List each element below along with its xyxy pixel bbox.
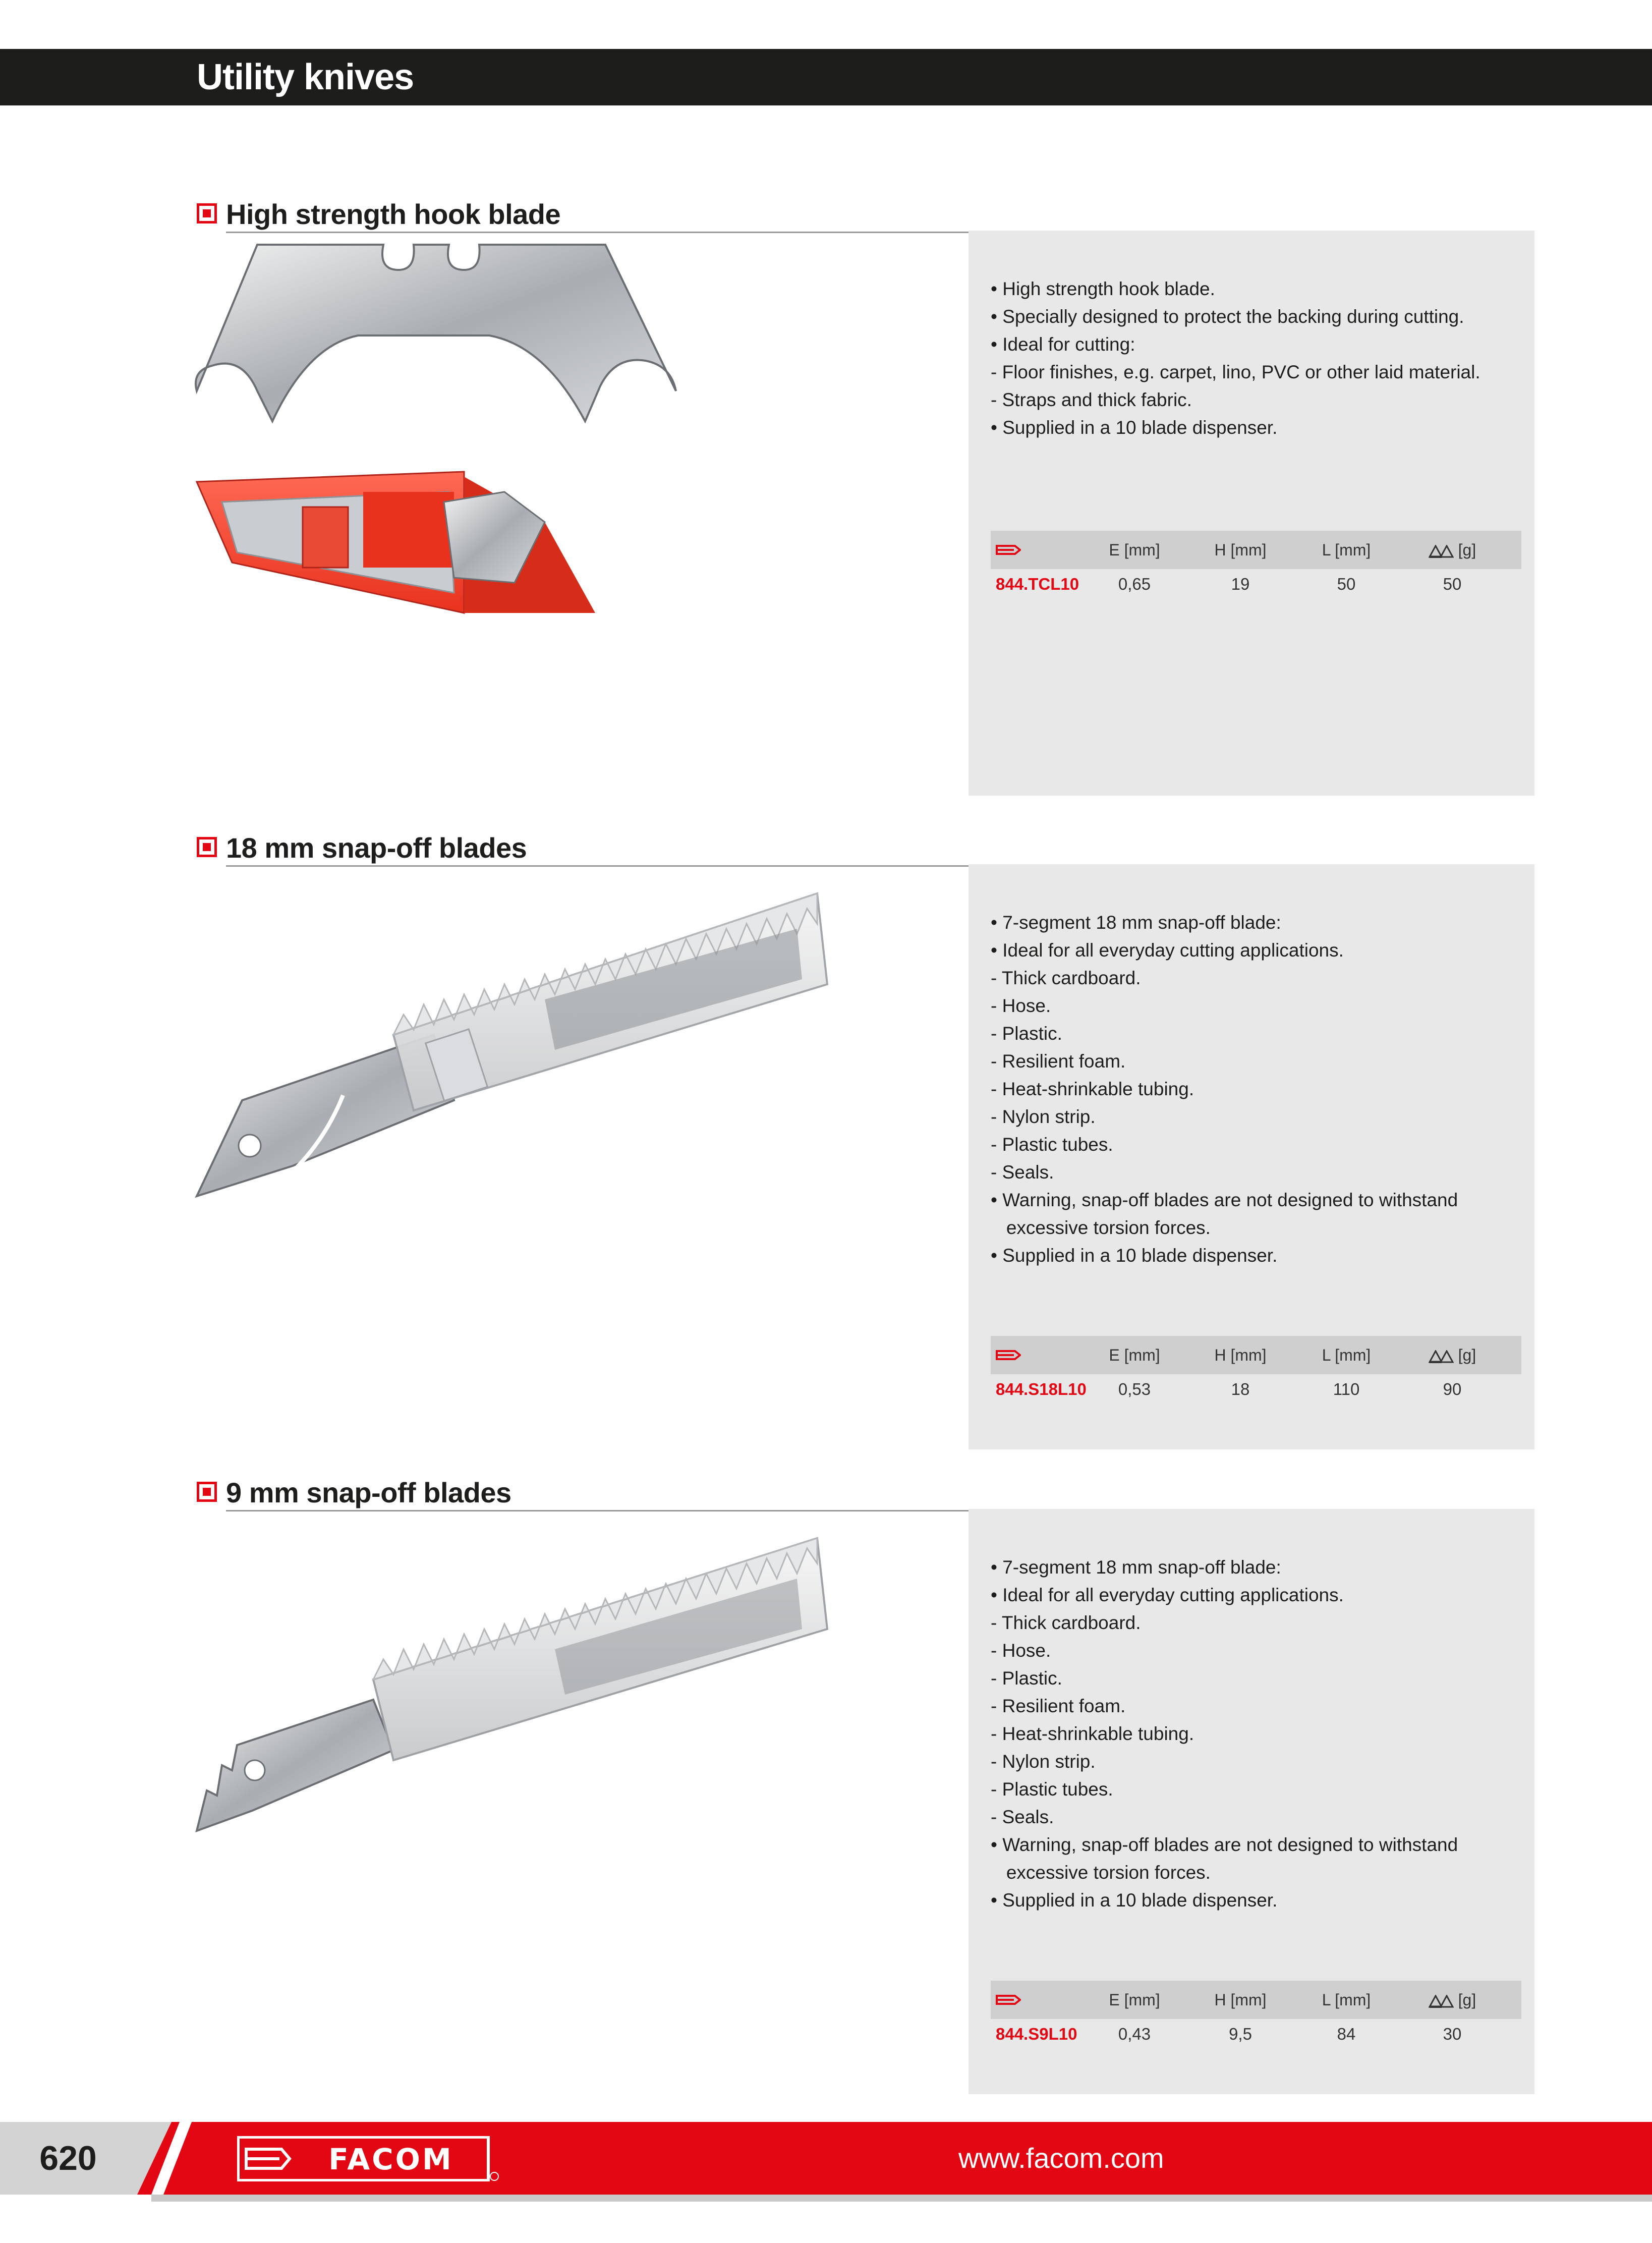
reference-arrow-icon [996,1349,1021,1361]
spec-col-weight [1409,531,1495,569]
spec-table [991,1981,1521,2049]
section-title: High strength hook blade [226,198,561,230]
spec-reference: 844.S18L10 [996,1380,1087,1398]
description-line: - Thick cardboard. [991,1612,1141,1633]
description-line: • Specially designed to protect the backing during cutting. [991,306,1464,327]
page-number: 620 [39,2139,97,2177]
description-line: - Nylon strip. [991,1751,1096,1772]
website-link[interactable]: www.facom.com [958,2142,1164,2174]
spec-col-h: H [mm] [1214,1346,1267,1364]
description-line: excessive torsion forces. [991,1862,1211,1883]
spec-row [991,2019,1521,2049]
description-line: • Supplied in a 10 blade dispenser. [991,417,1278,438]
description-line: - Nylon strip. [991,1106,1096,1127]
spec-h: 19 [1231,575,1250,593]
description-line: - Heat-shrinkable tubing. [991,1079,1194,1099]
spec-col-weight-label: [g] [1458,1991,1476,2009]
spec-reference: 844.TCL10 [996,575,1079,593]
spec-l: 110 [1333,1380,1360,1398]
spec-table [991,531,1521,599]
description-line: - Seals. [991,1162,1054,1183]
description-line: excessive torsion forces. [991,1217,1211,1238]
section-hook-blade [0,199,1652,805]
description-line: • Warning, snap-off blades are not designed to withstand [991,1190,1458,1210]
spec-h: 18 [1231,1380,1250,1398]
section-header [197,833,1534,864]
spec-col-weight-label: [g] [1458,1346,1476,1364]
spec-g: 30 [1443,2025,1462,2043]
spec-l: 50 [1337,575,1356,593]
description-line: • 7-segment 18 mm snap-off blade: [991,1557,1281,1578]
spec-e: 0,53 [1118,1380,1151,1398]
spec-header-row [991,1981,1521,2019]
spec-table [991,1336,1521,1405]
page-title: Utility knives [197,57,414,97]
hook-blade-image [192,240,736,623]
facom-logo-text: FACOM [328,2142,453,2176]
spec-col-e: E [mm] [1109,1346,1160,1364]
section-marker-icon [197,203,217,223]
spec-g: 50 [1443,575,1462,593]
spec-col-weight [1409,1336,1495,1374]
spec-col-l: L [mm] [1322,1991,1371,2009]
spec-col-l: L [mm] [1322,541,1371,559]
spec-l: 84 [1337,2025,1356,2043]
description-line: - Plastic tubes. [991,1134,1113,1155]
description-line: - Plastic. [991,1023,1062,1044]
facom-logo [237,2136,499,2181]
reference-arrow-icon [996,544,1021,556]
snap-off-18mm-image [192,883,837,1226]
weight-scale-icon [1429,545,1454,558]
spec-col-l: L [mm] [1322,1346,1371,1364]
spec-reference: 844.S9L10 [996,2025,1077,2043]
description-line: - Thick cardboard. [991,968,1141,988]
snap-off-9mm-image [192,1528,837,1861]
description-line: • Supplied in a 10 blade dispenser. [991,1890,1278,1911]
description [991,275,1525,441]
spec-header-row [991,1336,1521,1374]
spec-col-weight-label: [g] [1458,541,1476,559]
description-line: • 7-segment 18 mm snap-off blade: [991,912,1281,933]
spec-col-h: H [mm] [1214,541,1267,559]
description-line: • Warning, snap-off blades are not designed to withstand [991,1834,1458,1855]
description-line: - Resilient foam. [991,1051,1126,1072]
section-marker-icon [197,837,217,857]
description-line: - Plastic. [991,1668,1062,1689]
section-9mm-blades [0,1478,1652,2098]
section-header [197,1478,1534,1509]
reference-arrow-icon [996,1994,1021,2006]
info-panel [969,1509,1534,2094]
section-title: 18 mm snap-off blades [226,832,527,864]
spec-col-h: H [mm] [1214,1991,1267,2009]
description-line: - Straps and thick fabric. [991,389,1192,410]
description-line: - Heat-shrinkable tubing. [991,1723,1194,1744]
section-marker-icon [197,1482,217,1502]
section-18mm-blades [0,833,1652,1453]
description-line: • Ideal for all everyday cutting applications. [991,940,1344,961]
description-line: • Supplied in a 10 blade dispenser. [991,1245,1278,1266]
spec-g: 90 [1443,1380,1462,1398]
description-line: - Seals. [991,1807,1054,1827]
description [991,909,1525,1269]
info-panel [969,231,1534,796]
spec-h: 9,5 [1229,2025,1252,2043]
spec-col-e: E [mm] [1109,541,1160,559]
spec-col-weight [1409,1981,1495,2019]
spec-e: 0,65 [1118,575,1151,593]
spec-row [991,569,1521,599]
description-line: • Ideal for cutting: [991,334,1135,355]
info-panel [969,864,1534,1449]
spec-row [991,1374,1521,1405]
description-line: • Ideal for all everyday cutting applications. [991,1585,1344,1605]
description-line: - Floor finishes, e.g. carpet, lino, PVC or other laid material. [991,362,1480,382]
weight-scale-icon [1429,1350,1454,1363]
title-bar [0,49,1652,105]
description-line: • High strength hook blade. [991,278,1215,299]
footer-bottom-line [151,2195,1652,2202]
spec-col-e: E [mm] [1109,1991,1160,2009]
description-line: - Plastic tubes. [991,1779,1113,1800]
description [991,1553,1525,1914]
spec-e: 0,43 [1118,2025,1151,2043]
description-line: - Hose. [991,995,1051,1016]
weight-scale-icon [1429,1995,1454,2008]
spec-header-row [991,531,1521,569]
section-title: 9 mm snap-off blades [226,1477,511,1508]
description-line: - Resilient foam. [991,1696,1126,1716]
section-header [197,199,1534,231]
description-line: - Hose. [991,1640,1051,1661]
